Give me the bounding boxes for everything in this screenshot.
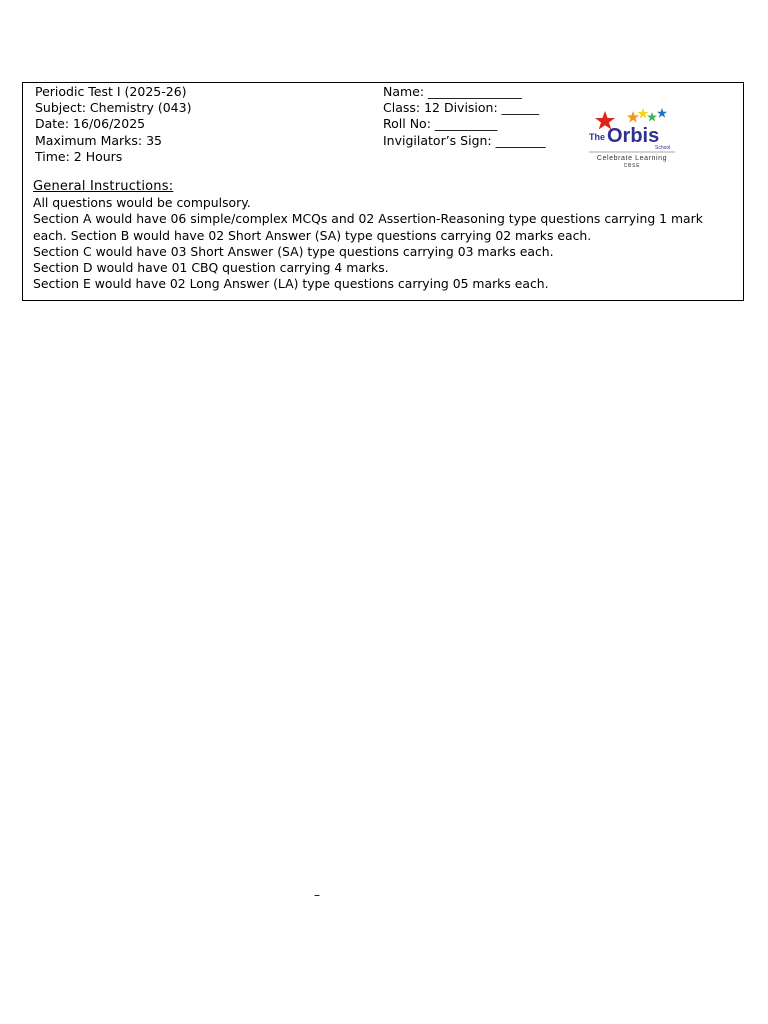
logo-the-text: The (589, 132, 606, 142)
orbis-school-logo (585, 105, 681, 171)
orange-star-icon (627, 111, 639, 123)
instruction-line: Section D would have 01 CBQ question carrying 4 marks. (33, 260, 389, 276)
roll-no-field: Roll No: __________ (383, 116, 498, 132)
logo-tagline-text: Celebrate Learning (596, 155, 668, 162)
max-marks-line: Maximum Marks: 35 (35, 132, 162, 148)
blue-star-icon (657, 108, 667, 118)
page-footer-mark: – (314, 888, 320, 902)
yellow-star-icon (637, 108, 648, 119)
student-fields (383, 84, 546, 149)
instruction-line: Section E would have 02 Long Answer (LA) type questions carrying 05 marks each. (33, 276, 549, 292)
logo-school-text: School (655, 145, 671, 151)
instruction-line: Section C would have 03 Short Answer (SA) type questions carrying 03 marks each. (33, 243, 554, 259)
test-title: Periodic Test I (2025-26) (35, 84, 187, 99)
logo-board-text: CBSE (623, 163, 641, 169)
time-line: Time: 2 Hours (35, 148, 123, 164)
logo-orbis-text: Orbis (607, 125, 660, 147)
invigilator-sign-field: Invigilator’s Sign: ________ (383, 132, 546, 148)
instruction-line: Section A would have 06 simple/complex MCQs and 02 Assertion-Reasoning type questions carrying 1 mark (33, 211, 703, 227)
subject-line: Subject: Chemistry (043) (35, 100, 192, 116)
class-division-field: Class: 12 Division: ______ (383, 100, 540, 116)
exam-header-box (22, 82, 744, 301)
instruction-line: All questions would be compulsory. (33, 195, 251, 210)
date-line: Date: 16/06/2025 (35, 116, 146, 132)
green-star-icon (647, 112, 657, 122)
name-field: Name: _______________ (383, 84, 522, 99)
instructions-title: General Instructions: (33, 179, 174, 194)
exam-details (35, 84, 191, 165)
instruction-line: each. Section B would have 02 Short Answer (SA) type questions carrying 02 marks each. (33, 227, 592, 243)
general-instructions (33, 179, 733, 293)
